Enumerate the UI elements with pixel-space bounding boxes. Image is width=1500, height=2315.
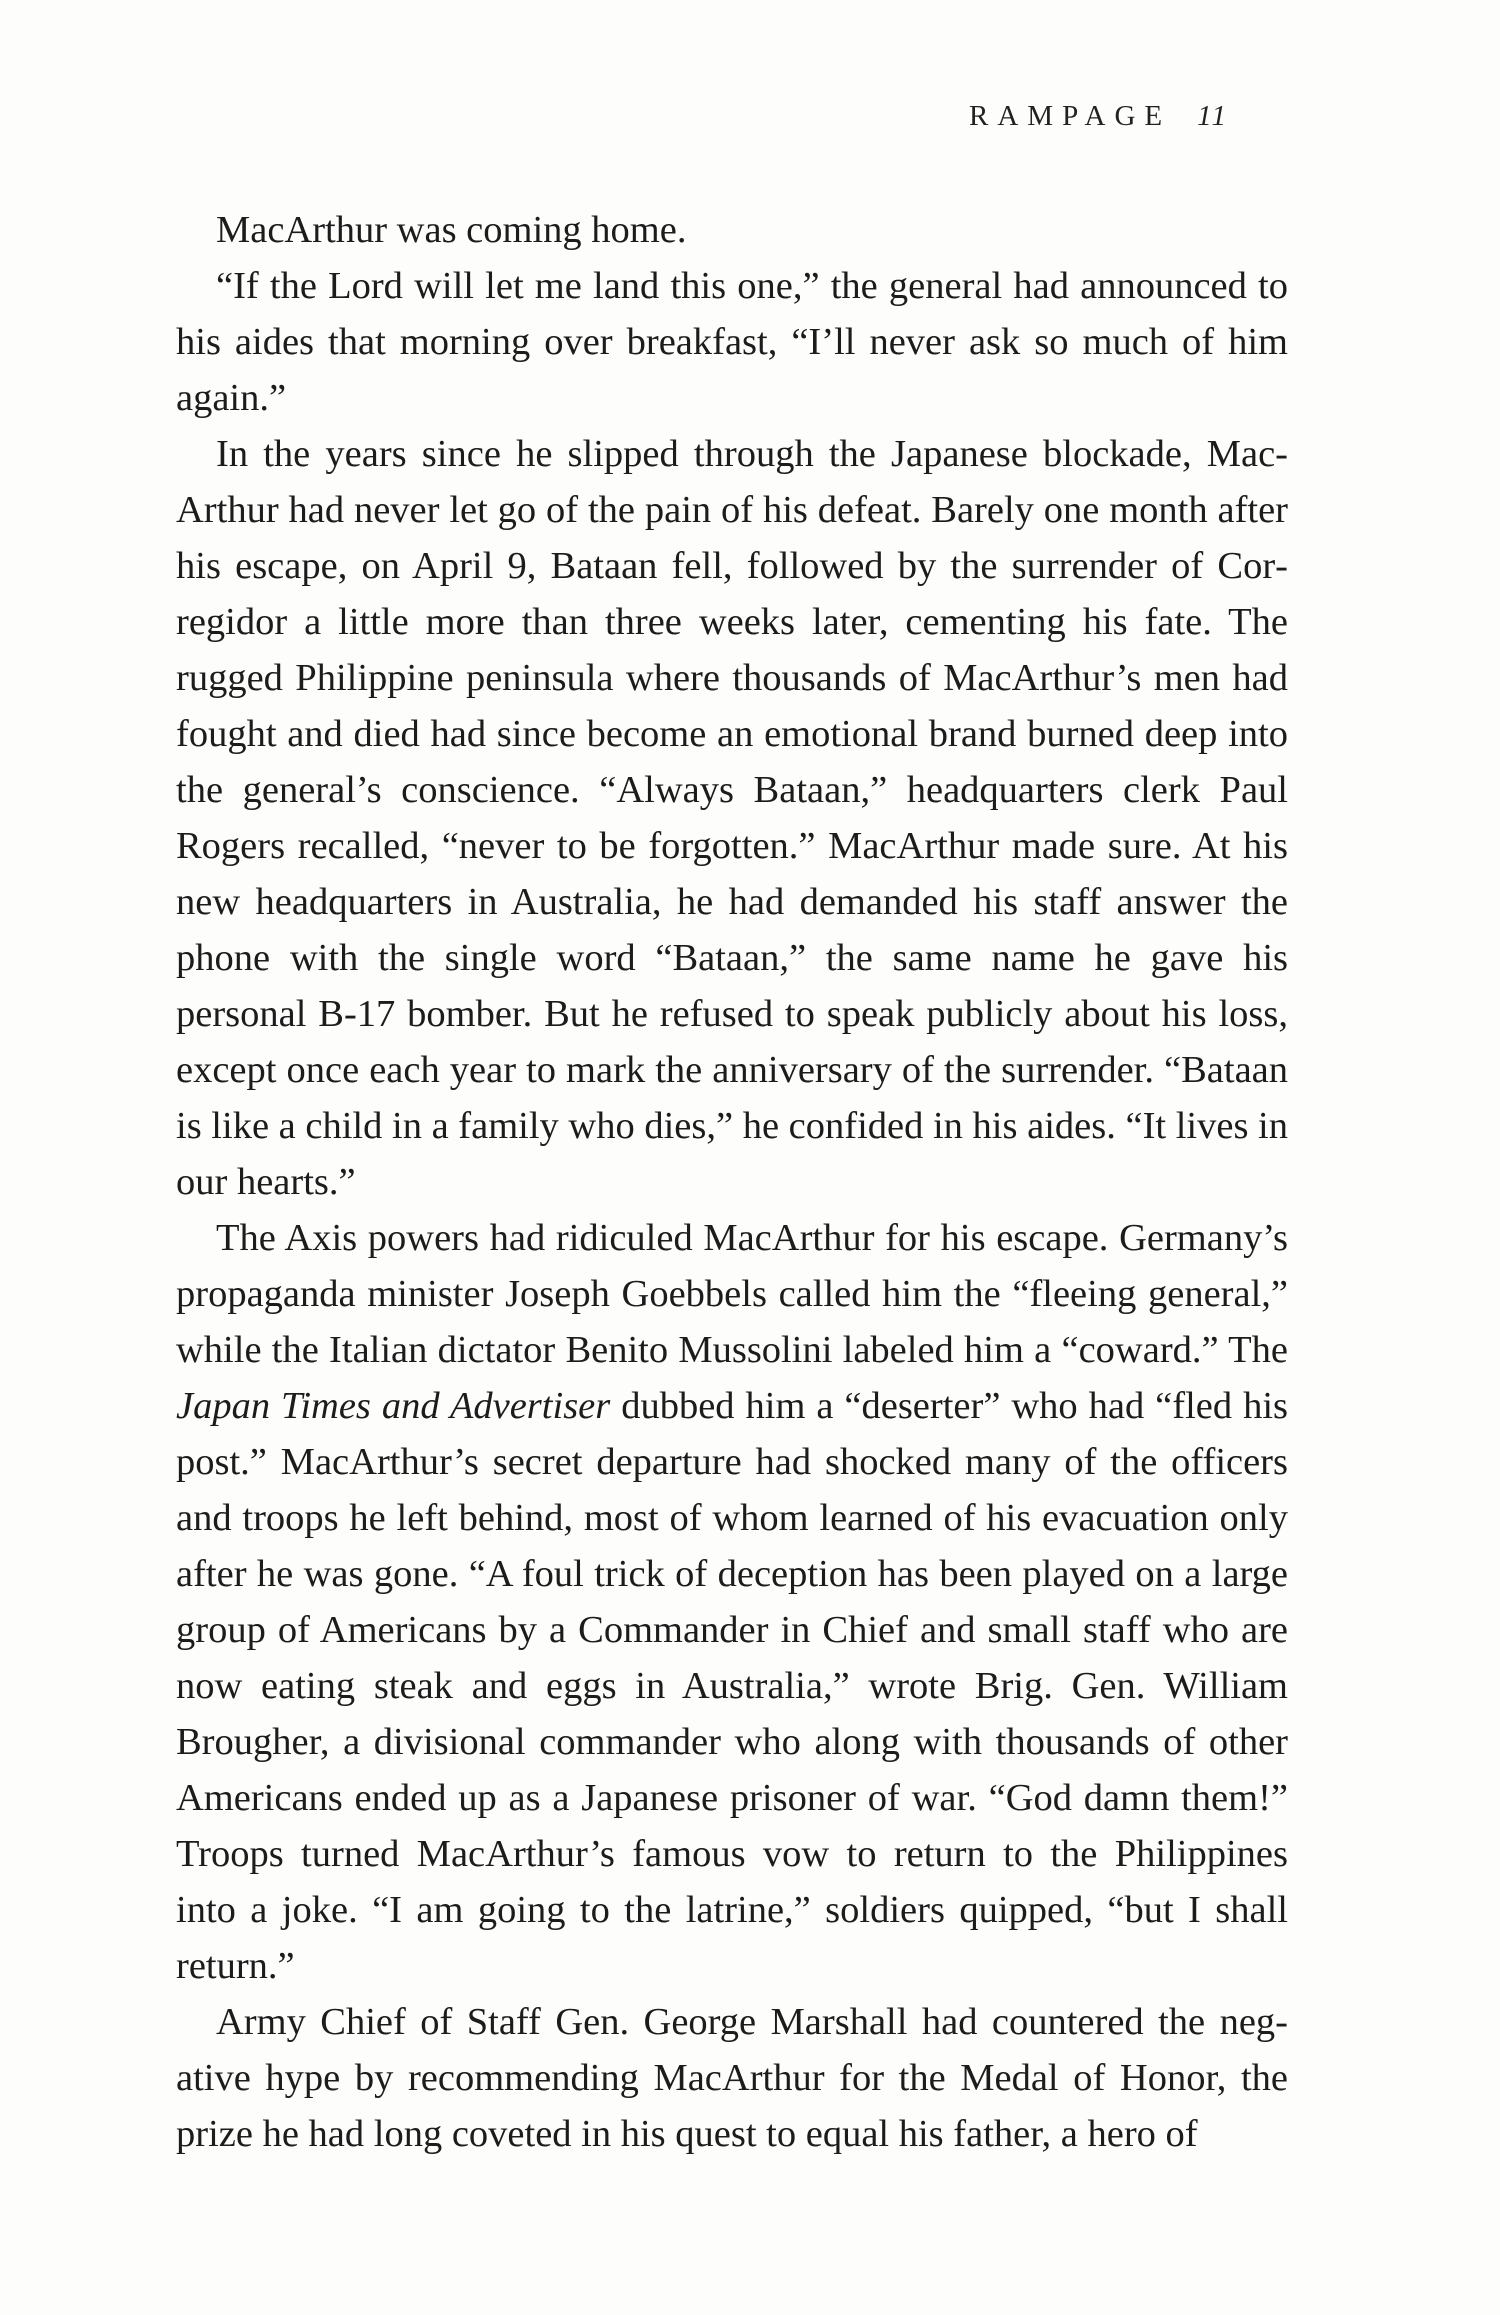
page-number: 11 <box>1197 100 1228 132</box>
running-head <box>969 100 1228 133</box>
paragraph-4-end: who had “fled his post.” MacArthur’s secret departure had shocked many of the officers and troops he left behind, most of whom learned of his evacuation only after he was gone. “A foul trick of deception has been played on a large group of Americans by a Commander in Chief and small staff who are now eating steak and eggs in Australia,” wrote Brig. Gen. William Brougher, a divisional commander who along with thousands of other Americans ended up as a Japanese prisoner of war. “God damn them!” Troops turned MacArthur’s famous vow to return to the Philippines into a joke. “I am going to the latrine,” soldiers quipped, “but I shall return.” <box>176 1385 1289 1987</box>
paragraph-1: MacArthur was coming home. <box>216 209 687 251</box>
running-head-title: RAMPAGE <box>969 100 1172 132</box>
newspaper-title: Japan Times and Advertiser <box>176 1385 611 1427</box>
paragraph-3: In the years since he slipped through the Japanese blockade, MacArthur had never let go of the pain of his defeat. Barely one month after his escape, on April 9, Bataan fell, followed by the surrender of Corregidor a little more than three weeks later, cementing his fate. The rugged Philippine peninsula where thousands of MacArthur’s men had fought and died had since become an emotional brand burned deep into the general’s conscience. “Always Bataan,” headquarters clerk Paul Rogers recalled, “never to be forgotten.” MacArthur made sure. At his new headquarters in Australia, he had demanded his staff answer the phone with the single word “Bataan,” the same name he gave his personal B-17 bomber. But he refused to speak publicly about his loss, except once each year to mark the anniversary of the surrender. “Bataan is like a child in a family who dies,” he confided in his aides. “It lives in our hearts.” <box>176 433 1288 1203</box>
paragraph-4-mid: dubbed him a “deserter” <box>610 1385 1012 1427</box>
paragraph-2: “If the Lord will let me land this one,” the general had announced to his aides that morning over breakfast, “I’ll never ask so much of him again.” <box>176 265 1288 419</box>
paragraph-4 <box>176 1210 1288 1994</box>
body-text <box>176 202 1288 2162</box>
paragraph-5: Army Chief of Staff Gen. George Marshall had countered the negative hype by recommending MacArthur for the Medal of Honor, the prize he had long coveted in his quest to equal his father, a hero of <box>176 2001 1288 2155</box>
paragraph-4-start: The Axis powers had ridiculed MacArthur for his escape. Germany’s propaganda minister Joseph Goebbels called him the “fleeing general,” while the Italian dictator Benito Mussolini labeled him a “coward.” The <box>176 1217 1288 1371</box>
